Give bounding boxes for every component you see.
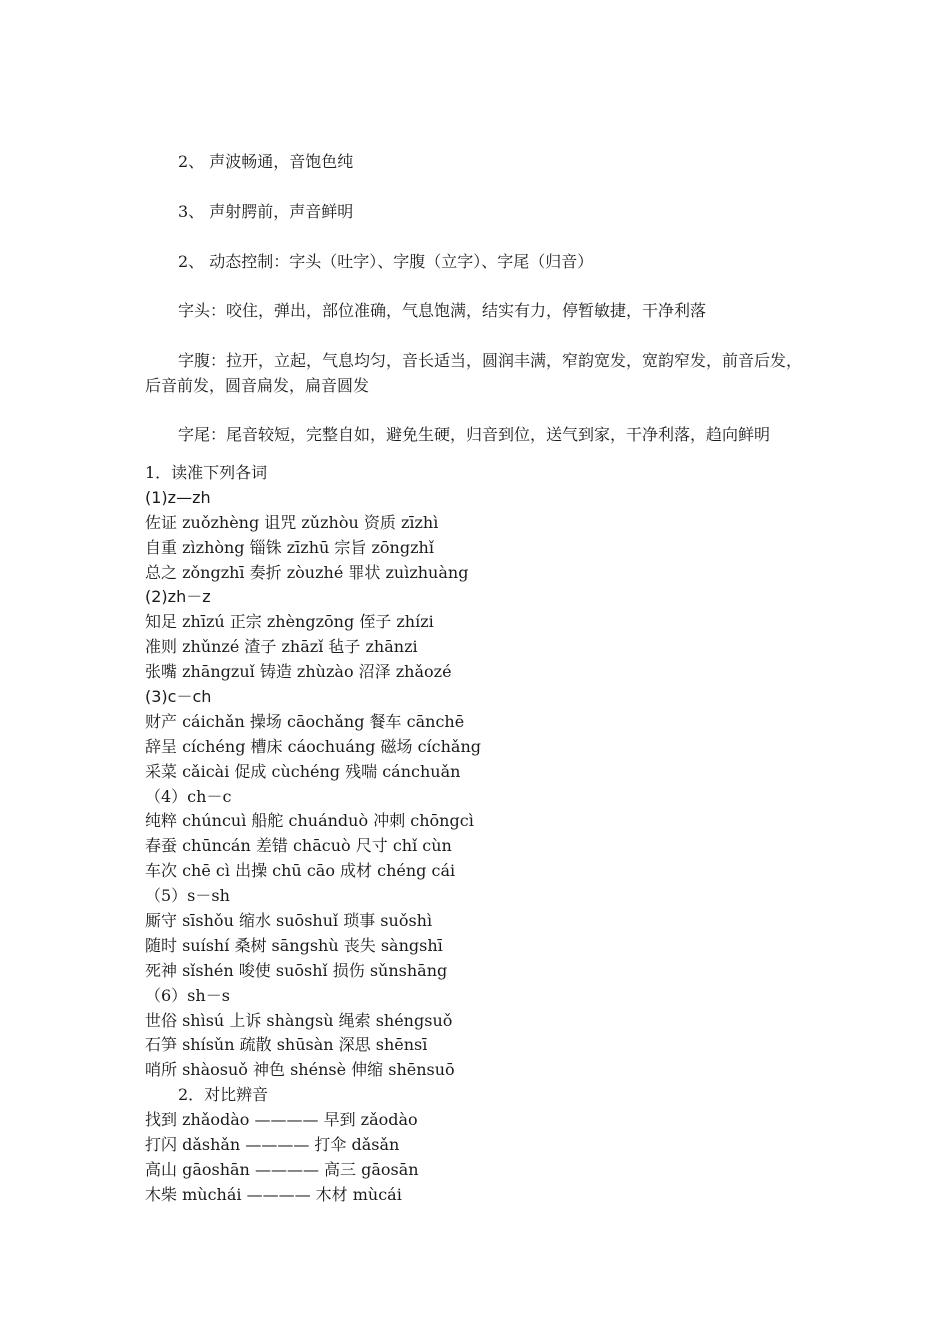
list-item: 总之 zǒngzhī 奏折 zòuzhé 罪状 zuìzhuàng xyxy=(145,562,469,582)
list-item: 厮守 sīshǒu 缩水 suōshuǐ 琐事 suǒshì xyxy=(145,911,433,931)
group-heading: （4）ch－c xyxy=(145,786,232,806)
list-item: 哨所 shàosuǒ 神色 shénsè 伸缩 shēnsuō xyxy=(145,1060,455,1080)
list-item: 打闪 dǎshǎn ———— 打伞 dǎsǎn xyxy=(145,1135,400,1155)
paragraph-word-belly: 字腹：拉开，立起，气息均匀，音长适当，圆润丰满，窄韵宽发，宽韵窄发，前音后发，后音前发，圆音扁发，扁音圆发 xyxy=(145,351,803,395)
list-item: 木柴 mùchái ———— 木材 mùcái xyxy=(145,1184,402,1204)
list-item: 知足 zhīzú 正宗 zhèngzōng 侄子 zhízi xyxy=(145,612,434,632)
list-item: 春蚕 chūncán 差错 chācuò 尺寸 chǐ cùn xyxy=(145,836,452,856)
group-heading: (1)z—zh xyxy=(145,487,211,507)
group-heading: (2)zh－z xyxy=(145,587,211,607)
paragraph-word-tail: 字尾：尾音较短，完整自如，避免生硬，归音到位，送气到家，干净利落，趋向鲜明 xyxy=(178,425,771,444)
list-item: 辞呈 cíchéng 槽床 cáochuáng 磁场 cíchǎng xyxy=(145,736,482,756)
paragraph-dynamic-control: 2、 动态控制：字头（吐字）、字腹（立字）、字尾（归音） xyxy=(178,252,594,271)
list-item: 找到 zhǎodào ———— 早到 zǎodào xyxy=(145,1110,418,1130)
list-item: 纯粹 chúncuì 船舵 chuánduò 冲刺 chōngcì xyxy=(145,811,474,831)
pronunciation-list xyxy=(145,461,825,1208)
list-item: 准则 zhǔnzé 渣子 zhāzǐ 毡子 zhānzi xyxy=(145,637,418,657)
paragraph-word-head: 字头：咬住，弹出，部位准确，气息饱满，结实有力，停暂敏捷，干净利落 xyxy=(178,301,707,320)
list-item: 自重 zìzhòng 锱铢 zīzhū 宗旨 zōngzhǐ xyxy=(145,537,434,557)
group-heading: （5）s－sh xyxy=(145,886,230,906)
list-item: 佐证 zuǒzhèng 诅咒 zǔzhòu 资质 zīzhì xyxy=(145,512,439,532)
group-heading: （6）sh－s xyxy=(145,985,230,1005)
list-item: 死神 sǐshén 唆使 suōshǐ 损伤 sǔnshāng xyxy=(145,960,448,980)
paragraph-voice-front: 3、 声射腭前，声音鲜明 xyxy=(178,202,354,221)
list-item: 张嘴 zhāngzuǐ 铸造 zhùzào 沼泽 zhǎozé xyxy=(145,662,452,682)
list-item: 高山 gāoshān ———— 高三 gāosān xyxy=(145,1159,419,1179)
list-item: 财产 cáichǎn 操场 cāochǎng 餐车 cānchē xyxy=(145,711,465,731)
list-item: 车次 chē cì 出操 chū cāo 成材 chéng cái xyxy=(145,861,456,881)
list-item: 采菜 cǎicài 促成 cùchéng 残喘 cánchuǎn xyxy=(145,761,461,781)
paragraph-voice-smooth: 2、 声波畅通，音饱色纯 xyxy=(178,152,354,171)
section-heading: 1．读准下列各词 xyxy=(145,463,268,482)
list-item: 随时 suíshí 桑树 sāngshù 丧失 sàngshī xyxy=(145,935,443,955)
group-heading: (3)c－ch xyxy=(145,687,212,707)
list-item: 世俗 shìsú 上诉 shàngsù 绳索 shéngsuǒ xyxy=(145,1010,453,1030)
section-heading: 2．对比辨音 xyxy=(178,1085,269,1105)
list-item: 石笋 shísǔn 疏散 shūsàn 深思 shēnsī xyxy=(145,1035,428,1055)
